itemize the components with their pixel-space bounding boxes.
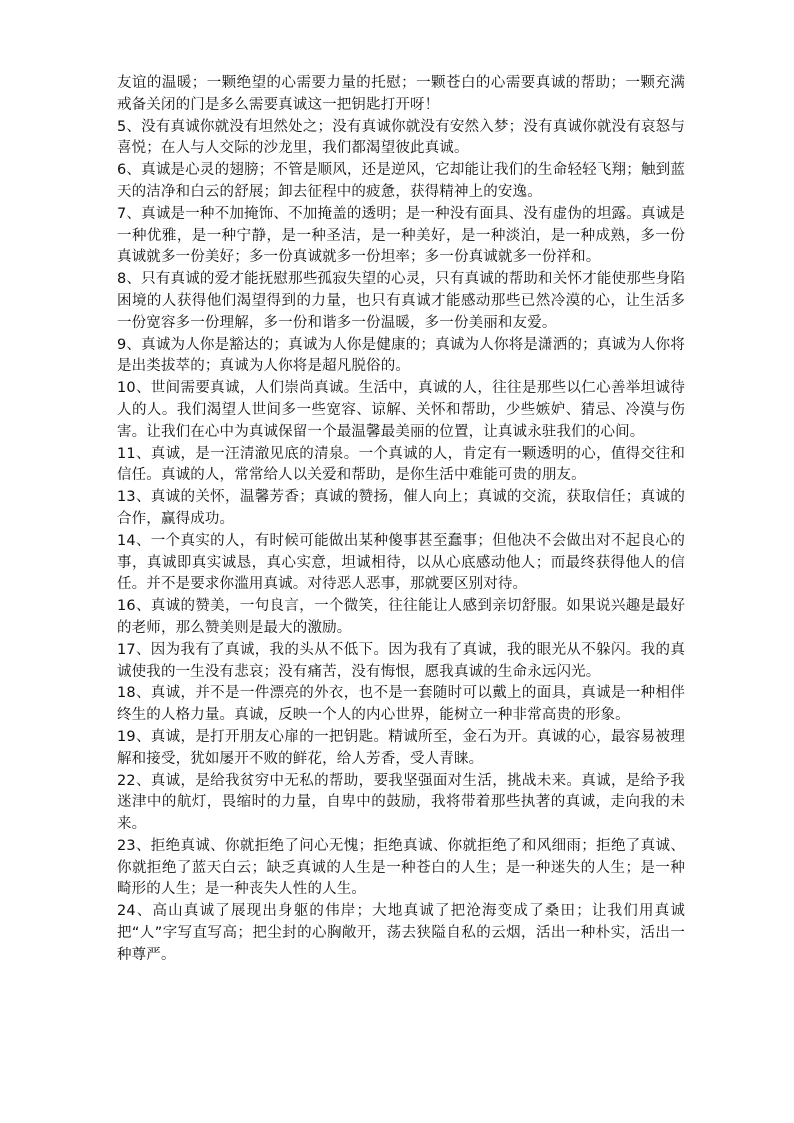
paragraph-13: 13、真诚的关怀，温馨芳香；真诚的赞扬，催人向上；真诚的交流，获取信任；真诚的合作，赢得成功。	[117, 489, 685, 527]
paragraph-8: 8、只有真诚的爱才能抚慰那些孤寂失望的心灵，只有真诚的帮助和关怀才能使那些身陷困境的人获得他们渴望得到的力量，也只有真诚才能感动那些已然冷漠的心，让生活多一份宽容多一份理解，多一份和谐多一份温暖，多一份美丽和友爱。	[117, 271, 685, 331]
paragraph-22: 22、真诚，是给我贫穷中无私的帮助，要我坚强面对生活，挑战未来。真诚，是给予我迷津中的航灯，畏缩时的力量，自卑中的鼓励，我将带着那些执著的真诚，走向我的未来。	[117, 772, 685, 833]
paragraph-23: 23、拒绝真诚、你就拒绝了问心无愧；拒绝真诚、你就拒绝了和风细雨；拒绝了真诚、你就拒绝了蓝天白云；缺乏真诚的人生是一种苍白的人生；是一种迷失的人生；是一种畸形的人生；是一种丧失人性的人生。	[117, 837, 685, 898]
paragraph-19: 19、真诚，是打开朋友心扉的一把钥匙。精诚所至，金石为开。真诚的心，最容易被理解和接受，犹如屡开不败的鲜花，给人芳香，受人青睐。	[117, 728, 685, 767]
paragraph-7: 7、真诚是一种不加掩饰、不加掩盖的透明；是一种没有面具、没有虚伪的坦露。真诚是一种优雅，是一种宁静，是一种圣洁，是一种美好，是一种淡泊，是一种成熟，多一份真诚就多一份美好；多一份真诚就多一份坦率；多一份真诚就多一份祥和。	[117, 205, 685, 266]
paragraph-16: 16、真诚的赞美，一句良言，一个微笑，往往能让人感到亲切舒服。如果说兴趣是最好的老师，那么赞美则是最大的激励。	[117, 598, 685, 636]
paragraph-9: 9、真诚为人你是豁达的；真诚为人你是健康的；真诚为人你将是潇洒的；真诚为人你将是出类拔萃的；真诚为人你将是超凡脱俗的。	[117, 336, 685, 375]
paragraph-11: 11、真诚，是一汪清澈见底的清泉。一个真诚的人，肯定有一颗透明的心，值得交往和信任。真诚的人，常常给人以关爱和帮助，是你生活中难能可贵的朋友。	[117, 445, 685, 484]
paragraph-intro: 友谊的温暖；一颗绝望的心需要力量的托慰；一颗苍白的心需要真诚的帮助；一颗充满戒备关闭的门是多么需要真诚这一把钥匙打开呀！	[117, 75, 685, 113]
document-body	[117, 73, 685, 967]
paragraph-24: 24、高山真诚了展现出身躯的伟岸；大地真诚了把沧海变成了桑田；让我们用真诚把“人”字写直写高；把尘封的心胸敞开，荡去狭隘自私的云烟，活出一种朴实，活出一种尊严。	[117, 903, 685, 963]
paragraph-14: 14、一个真实的人，有时候可能做出某种傻事甚至蠢事；但他决不会做出对不起良心的事，真诚即真实诚恳，真心实意，坦诚相待，以从心底感动他人；而最终获得他人的信任。并不是要求你滥用真诚。对待恶人恶事，那就要区别对待。	[117, 532, 685, 593]
paragraph-17: 17、因为我有了真诚，我的头从不低下。因为我有了真诚，我的眼光从不躲闪。我的真诚使我的一生没有悲哀；没有痛苦，没有悔恨，愿我真诚的生命永远闪光。	[117, 641, 685, 680]
paragraph-6: 6、真诚是心灵的翅膀；不管是顺风，还是逆风，它却能让我们的生命轻轻飞翔；触到蓝天的洁净和白云的舒展；卸去征程中的疲惫，获得精神上的安逸。	[117, 162, 685, 200]
paragraph-18: 18、真诚，并不是一件漂亮的外衣，也不是一套随时可以戴上的面具，真诚是一种相伴终生的人格力量。真诚，反映一个人的内心世界，能树立一种非常高贵的形象。	[117, 685, 685, 724]
paragraph-10: 10、世间需要真诚，人们崇尚真诚。生活中，真诚的人，往往是那些以仁心善举坦诚待人的人。我们渴望人世间多一些宽容、谅解、关怀和帮助，少些嫉妒、猜忌、冷漠与伤害。让我们在心中为真诚保留一个最温馨最美丽的位置，让真诚永驻我们的心间。	[117, 380, 685, 440]
paragraph-5: 5、没有真诚你就没有坦然处之；没有真诚你就没有安然入梦；没有真诚你就没有哀怒与喜悦；在人与人交际的沙龙里，我们都渴望彼此真诚。	[117, 118, 685, 157]
